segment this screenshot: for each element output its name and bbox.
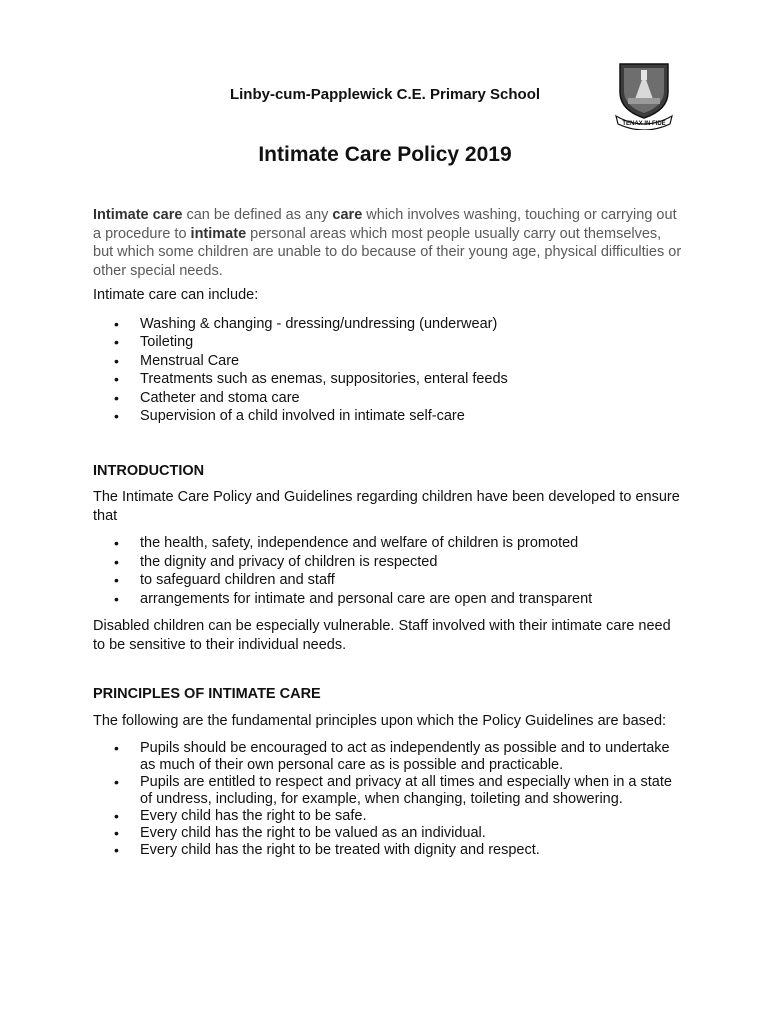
list-item: • to safeguard children and staff [93,571,683,590]
includes-list [93,315,683,426]
introduction-heading: INTRODUCTION [93,462,205,479]
list-item: • Pupils are entitled to respect and privacy at all times and especially when in a state of undress, including, for example, when changing, toileting and showering. [93,774,683,808]
school-crest-logo [614,58,674,130]
introduction-closing: Disabled children can be especially vulnerable. Staff involved with their intimate care need to be sensitive to their individual needs. [93,618,671,653]
list-item: • the dignity and privacy of children is respected [93,553,683,572]
includes-lead: Intimate care can include: [93,287,259,303]
list-item: • Pupils should be encouraged to act as independently as possible and to undertake as much of their own personal care as is possible and practicable. [93,740,683,774]
list-item: • the health, safety, independence and welfare of children is promoted [93,534,683,553]
definition-term: Intimate care [93,207,183,223]
list-item: • Every child has the right to be valued as an individual. [93,825,683,842]
list-item: • Supervision of a child involved in intimate self-care [93,407,683,426]
list-item: • Every child has the right to be treated with dignity and respect. [93,842,683,859]
list-item: • Washing & changing - dressing/undressing (underwear) [93,315,683,334]
page-title: Intimate Care Policy 2019 [258,143,512,166]
list-item: • Treatments such as enemas, suppositories, enteral feeds [93,370,683,389]
list-item: • Menstrual Care [93,352,683,371]
list-item: • Toileting [93,333,683,352]
list-item: • Catheter and stoma care [93,389,683,408]
list-item: • arrangements for intimate and personal care are open and transparent [93,590,683,609]
svg-text:TENAX IN FIDE: TENAX IN FIDE [622,121,666,127]
document-body [93,206,683,859]
definition-paragraph: Intimate care can be defined as any care which involves washing, touching or carrying out a procedure to intimate personal areas which most people usually carry out themselves, but which some children are unable to do because of their young age, physical difficulties or other special needs. [93,207,682,279]
principles-lead: The following are the fundamental principles upon which the Policy Guidelines are based: [93,712,667,729]
list-item: • Every child has the right to be safe. [93,808,683,825]
school-name: Linby-cum-Papplewick C.E. Primary School [229,86,541,103]
introduction-lead: The Intimate Care Policy and Guidelines regarding children have been developed to ensure that [93,489,680,524]
introduction-list [93,534,683,608]
principles-heading: PRINCIPLES OF INTIMATE CARE [93,686,321,702]
principles-list [93,740,683,859]
